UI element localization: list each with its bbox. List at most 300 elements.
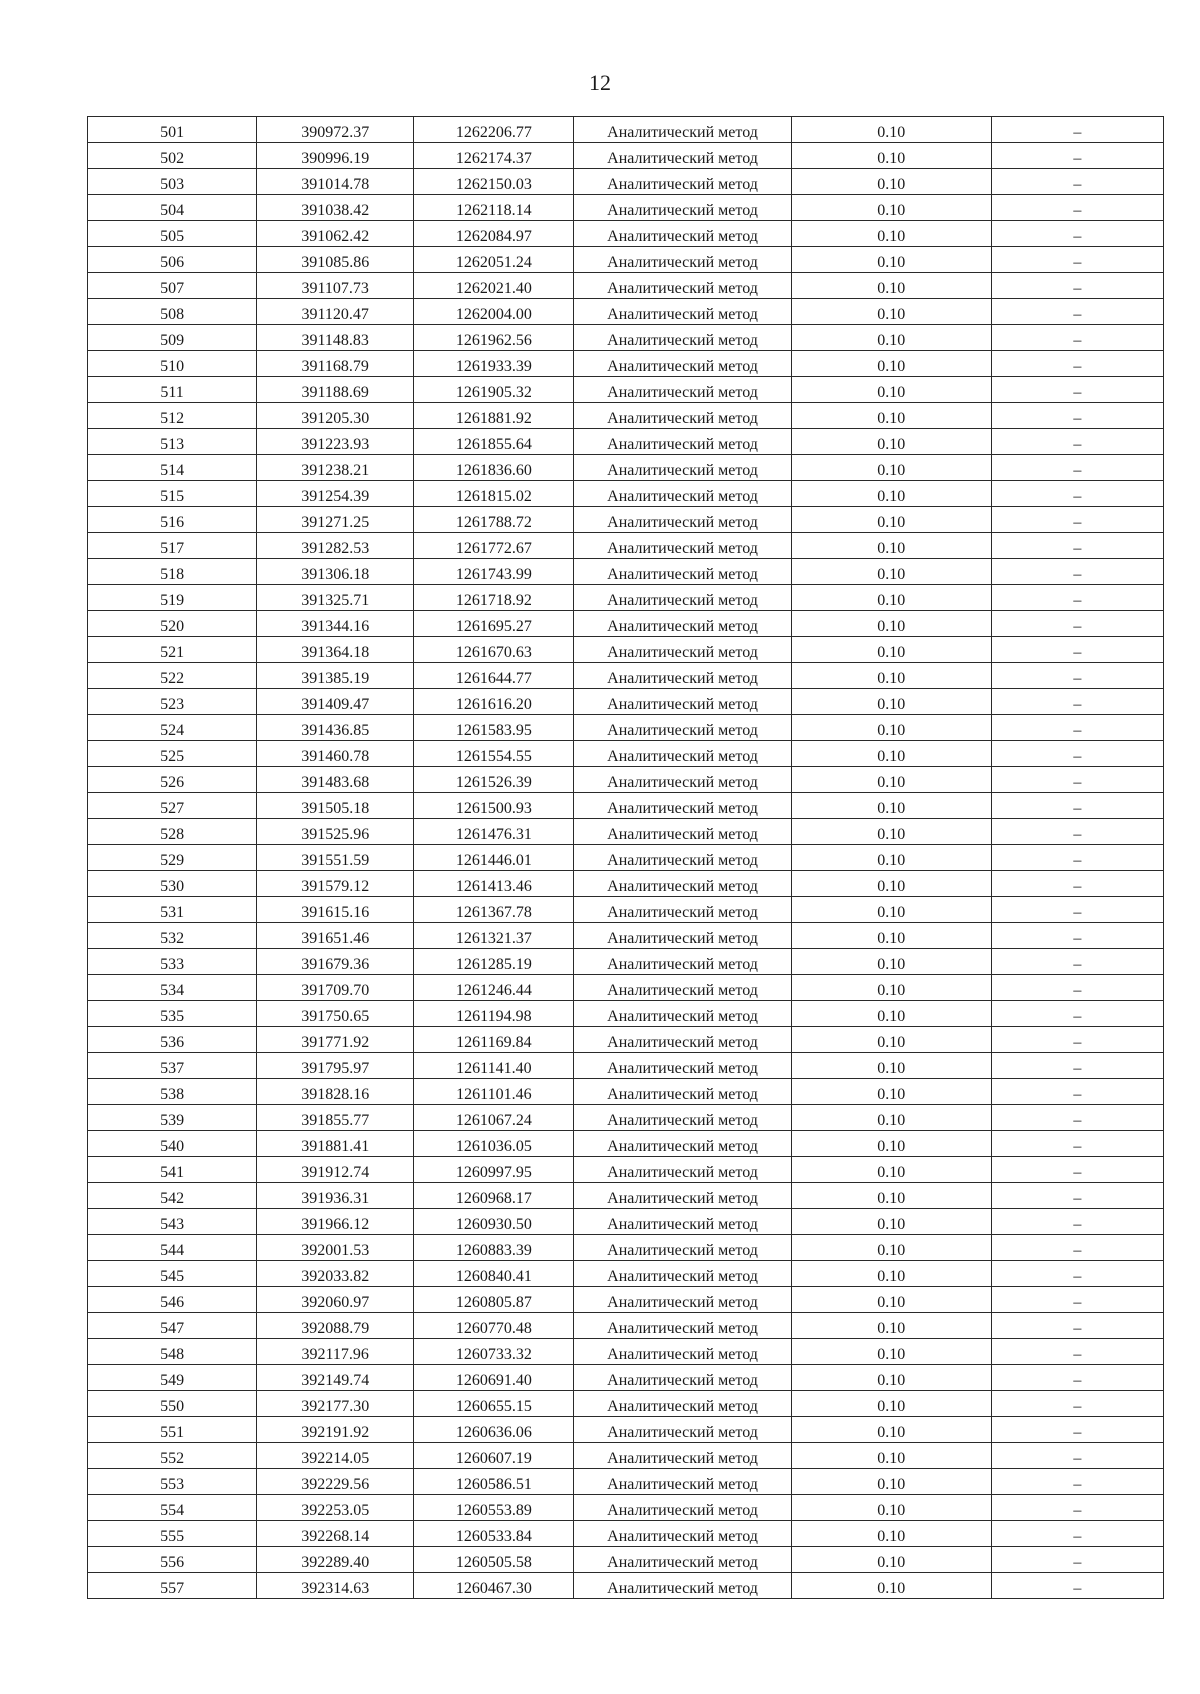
- x-coordinate-cell: 391795.97: [257, 1053, 414, 1079]
- point-number-cell: 543: [88, 1209, 257, 1235]
- method-cell: Аналитический метод: [574, 429, 791, 455]
- x-coordinate-cell: 392191.92: [257, 1417, 414, 1443]
- table-row: [88, 1573, 1164, 1599]
- method-cell: Аналитический метод: [574, 533, 791, 559]
- y-coordinate-cell: 1261554.55: [414, 741, 574, 767]
- accuracy-cell: 0.10: [791, 689, 991, 715]
- x-coordinate-cell: 391306.18: [257, 559, 414, 585]
- accuracy-cell: 0.10: [791, 897, 991, 923]
- description-cell: –: [991, 845, 1163, 871]
- table-row: [88, 637, 1164, 663]
- point-number-cell: 503: [88, 169, 257, 195]
- y-coordinate-cell: 1261933.39: [414, 351, 574, 377]
- x-coordinate-cell: 392314.63: [257, 1573, 414, 1599]
- accuracy-cell: 0.10: [791, 1287, 991, 1313]
- x-coordinate-cell: 391750.65: [257, 1001, 414, 1027]
- y-coordinate-cell: 1262174.37: [414, 143, 574, 169]
- description-cell: –: [991, 663, 1163, 689]
- method-cell: Аналитический метод: [574, 169, 791, 195]
- table-row: [88, 1001, 1164, 1027]
- accuracy-cell: 0.10: [791, 637, 991, 663]
- y-coordinate-cell: 1262206.77: [414, 117, 574, 143]
- description-cell: –: [991, 741, 1163, 767]
- x-coordinate-cell: 392268.14: [257, 1521, 414, 1547]
- x-coordinate-cell: 391966.12: [257, 1209, 414, 1235]
- description-cell: –: [991, 1573, 1163, 1599]
- method-cell: Аналитический метод: [574, 715, 791, 741]
- y-coordinate-cell: 1261718.92: [414, 585, 574, 611]
- table-row: [88, 559, 1164, 585]
- table-row: [88, 429, 1164, 455]
- x-coordinate-cell: 391364.18: [257, 637, 414, 663]
- accuracy-cell: 0.10: [791, 1547, 991, 1573]
- accuracy-cell: 0.10: [791, 169, 991, 195]
- point-number-cell: 544: [88, 1235, 257, 1261]
- method-cell: Аналитический метод: [574, 351, 791, 377]
- point-number-cell: 541: [88, 1157, 257, 1183]
- description-cell: –: [991, 1313, 1163, 1339]
- x-coordinate-cell: 391525.96: [257, 819, 414, 845]
- x-coordinate-cell: 391014.78: [257, 169, 414, 195]
- accuracy-cell: 0.10: [791, 871, 991, 897]
- y-coordinate-cell: 1260770.48: [414, 1313, 574, 1339]
- x-coordinate-cell: 391828.16: [257, 1079, 414, 1105]
- y-coordinate-cell: 1261067.24: [414, 1105, 574, 1131]
- description-cell: –: [991, 1053, 1163, 1079]
- x-coordinate-cell: 391254.39: [257, 481, 414, 507]
- point-number-cell: 554: [88, 1495, 257, 1521]
- table-row: [88, 845, 1164, 871]
- y-coordinate-cell: 1260840.41: [414, 1261, 574, 1287]
- x-coordinate-cell: 391936.31: [257, 1183, 414, 1209]
- x-coordinate-cell: 391483.68: [257, 767, 414, 793]
- x-coordinate-cell: 391881.41: [257, 1131, 414, 1157]
- y-coordinate-cell: 1261855.64: [414, 429, 574, 455]
- description-cell: –: [991, 169, 1163, 195]
- y-coordinate-cell: 1260505.58: [414, 1547, 574, 1573]
- accuracy-cell: 0.10: [791, 819, 991, 845]
- y-coordinate-cell: 1261036.05: [414, 1131, 574, 1157]
- y-coordinate-cell: 1261583.95: [414, 715, 574, 741]
- description-cell: –: [991, 1443, 1163, 1469]
- table-row: [88, 585, 1164, 611]
- accuracy-cell: 0.10: [791, 1443, 991, 1469]
- x-coordinate-cell: 392117.96: [257, 1339, 414, 1365]
- x-coordinate-cell: 391551.59: [257, 845, 414, 871]
- method-cell: Аналитический метод: [574, 1313, 791, 1339]
- accuracy-cell: 0.10: [791, 351, 991, 377]
- y-coordinate-cell: 1260553.89: [414, 1495, 574, 1521]
- description-cell: –: [991, 559, 1163, 585]
- table-row: [88, 689, 1164, 715]
- x-coordinate-cell: 392060.97: [257, 1287, 414, 1313]
- x-coordinate-cell: 391579.12: [257, 871, 414, 897]
- x-coordinate-cell: 391771.92: [257, 1027, 414, 1053]
- point-number-cell: 513: [88, 429, 257, 455]
- y-coordinate-cell: 1261476.31: [414, 819, 574, 845]
- accuracy-cell: 0.10: [791, 247, 991, 273]
- table-row: [88, 897, 1164, 923]
- point-number-cell: 520: [88, 611, 257, 637]
- accuracy-cell: 0.10: [791, 299, 991, 325]
- accuracy-cell: 0.10: [791, 1417, 991, 1443]
- x-coordinate-cell: 391223.93: [257, 429, 414, 455]
- accuracy-cell: 0.10: [791, 1391, 991, 1417]
- method-cell: Аналитический метод: [574, 871, 791, 897]
- description-cell: –: [991, 273, 1163, 299]
- point-number-cell: 527: [88, 793, 257, 819]
- table-row: [88, 1443, 1164, 1469]
- y-coordinate-cell: 1260655.15: [414, 1391, 574, 1417]
- method-cell: Аналитический метод: [574, 819, 791, 845]
- accuracy-cell: 0.10: [791, 559, 991, 585]
- point-number-cell: 553: [88, 1469, 257, 1495]
- table-row: [88, 1235, 1164, 1261]
- description-cell: –: [991, 897, 1163, 923]
- table-row: [88, 715, 1164, 741]
- x-coordinate-cell: 392033.82: [257, 1261, 414, 1287]
- y-coordinate-cell: 1261962.56: [414, 325, 574, 351]
- description-cell: –: [991, 793, 1163, 819]
- method-cell: Аналитический метод: [574, 195, 791, 221]
- table-row: [88, 871, 1164, 897]
- description-cell: –: [991, 1261, 1163, 1287]
- accuracy-cell: 0.10: [791, 1209, 991, 1235]
- description-cell: –: [991, 975, 1163, 1001]
- accuracy-cell: 0.10: [791, 1235, 991, 1261]
- accuracy-cell: 0.10: [791, 1365, 991, 1391]
- point-number-cell: 519: [88, 585, 257, 611]
- table-row: [88, 1209, 1164, 1235]
- table-row: [88, 221, 1164, 247]
- method-cell: Аналитический метод: [574, 1469, 791, 1495]
- accuracy-cell: 0.10: [791, 1183, 991, 1209]
- accuracy-cell: 0.10: [791, 585, 991, 611]
- x-coordinate-cell: 392177.30: [257, 1391, 414, 1417]
- y-coordinate-cell: 1260805.87: [414, 1287, 574, 1313]
- method-cell: Аналитический метод: [574, 143, 791, 169]
- table-row: [88, 1027, 1164, 1053]
- accuracy-cell: 0.10: [791, 1469, 991, 1495]
- point-number-cell: 505: [88, 221, 257, 247]
- method-cell: Аналитический метод: [574, 1547, 791, 1573]
- y-coordinate-cell: 1260636.06: [414, 1417, 574, 1443]
- description-cell: –: [991, 767, 1163, 793]
- point-number-cell: 555: [88, 1521, 257, 1547]
- method-cell: Аналитический метод: [574, 689, 791, 715]
- x-coordinate-cell: 391709.70: [257, 975, 414, 1001]
- description-cell: –: [991, 1521, 1163, 1547]
- x-coordinate-cell: 391325.71: [257, 585, 414, 611]
- x-coordinate-cell: 392001.53: [257, 1235, 414, 1261]
- point-number-cell: 514: [88, 455, 257, 481]
- method-cell: Аналитический метод: [574, 1521, 791, 1547]
- y-coordinate-cell: 1262150.03: [414, 169, 574, 195]
- accuracy-cell: 0.10: [791, 533, 991, 559]
- table-row: [88, 1157, 1164, 1183]
- method-cell: Аналитический метод: [574, 1053, 791, 1079]
- point-number-cell: 526: [88, 767, 257, 793]
- y-coordinate-cell: 1261836.60: [414, 455, 574, 481]
- description-cell: –: [991, 1235, 1163, 1261]
- point-number-cell: 523: [88, 689, 257, 715]
- accuracy-cell: 0.10: [791, 1339, 991, 1365]
- point-number-cell: 551: [88, 1417, 257, 1443]
- accuracy-cell: 0.10: [791, 117, 991, 143]
- description-cell: –: [991, 611, 1163, 637]
- point-number-cell: 509: [88, 325, 257, 351]
- coordinates-table: [87, 116, 1164, 1599]
- x-coordinate-cell: 391038.42: [257, 195, 414, 221]
- x-coordinate-cell: 392214.05: [257, 1443, 414, 1469]
- method-cell: Аналитический метод: [574, 559, 791, 585]
- description-cell: –: [991, 1287, 1163, 1313]
- point-number-cell: 548: [88, 1339, 257, 1365]
- table-row: [88, 1183, 1164, 1209]
- table-row: [88, 325, 1164, 351]
- description-cell: –: [991, 819, 1163, 845]
- description-cell: –: [991, 403, 1163, 429]
- description-cell: –: [991, 377, 1163, 403]
- y-coordinate-cell: 1261500.93: [414, 793, 574, 819]
- method-cell: Аналитический метод: [574, 1209, 791, 1235]
- point-number-cell: 534: [88, 975, 257, 1001]
- accuracy-cell: 0.10: [791, 663, 991, 689]
- x-coordinate-cell: 391062.42: [257, 221, 414, 247]
- accuracy-cell: 0.10: [791, 1521, 991, 1547]
- method-cell: Аналитический метод: [574, 221, 791, 247]
- table-row: [88, 1131, 1164, 1157]
- description-cell: –: [991, 715, 1163, 741]
- x-coordinate-cell: 391120.47: [257, 299, 414, 325]
- y-coordinate-cell: 1260691.40: [414, 1365, 574, 1391]
- accuracy-cell: 0.10: [791, 923, 991, 949]
- accuracy-cell: 0.10: [791, 975, 991, 1001]
- table-row: [88, 1417, 1164, 1443]
- accuracy-cell: 0.10: [791, 455, 991, 481]
- x-coordinate-cell: 392229.56: [257, 1469, 414, 1495]
- x-coordinate-cell: 391107.73: [257, 273, 414, 299]
- table-row: [88, 1521, 1164, 1547]
- table-row: [88, 169, 1164, 195]
- description-cell: –: [991, 455, 1163, 481]
- point-number-cell: 533: [88, 949, 257, 975]
- y-coordinate-cell: 1261285.19: [414, 949, 574, 975]
- x-coordinate-cell: 391344.16: [257, 611, 414, 637]
- method-cell: Аналитический метод: [574, 637, 791, 663]
- y-coordinate-cell: 1262084.97: [414, 221, 574, 247]
- point-number-cell: 556: [88, 1547, 257, 1573]
- table-row: [88, 455, 1164, 481]
- method-cell: Аналитический метод: [574, 481, 791, 507]
- point-number-cell: 542: [88, 1183, 257, 1209]
- method-cell: Аналитический метод: [574, 1417, 791, 1443]
- point-number-cell: 525: [88, 741, 257, 767]
- y-coordinate-cell: 1261670.63: [414, 637, 574, 663]
- point-number-cell: 546: [88, 1287, 257, 1313]
- y-coordinate-cell: 1260733.32: [414, 1339, 574, 1365]
- table-row: [88, 1287, 1164, 1313]
- method-cell: Аналитический метод: [574, 663, 791, 689]
- accuracy-cell: 0.10: [791, 1157, 991, 1183]
- x-coordinate-cell: 391148.83: [257, 325, 414, 351]
- x-coordinate-cell: 392289.40: [257, 1547, 414, 1573]
- point-number-cell: 545: [88, 1261, 257, 1287]
- x-coordinate-cell: 392253.05: [257, 1495, 414, 1521]
- x-coordinate-cell: 391651.46: [257, 923, 414, 949]
- description-cell: –: [991, 1495, 1163, 1521]
- table-row: [88, 1469, 1164, 1495]
- method-cell: Аналитический метод: [574, 1027, 791, 1053]
- y-coordinate-cell: 1262051.24: [414, 247, 574, 273]
- x-coordinate-cell: 391168.79: [257, 351, 414, 377]
- accuracy-cell: 0.10: [791, 1495, 991, 1521]
- y-coordinate-cell: 1261246.44: [414, 975, 574, 1001]
- y-coordinate-cell: 1261141.40: [414, 1053, 574, 1079]
- y-coordinate-cell: 1261194.98: [414, 1001, 574, 1027]
- description-cell: –: [991, 1365, 1163, 1391]
- method-cell: Аналитический метод: [574, 1573, 791, 1599]
- y-coordinate-cell: 1261788.72: [414, 507, 574, 533]
- x-coordinate-cell: 391409.47: [257, 689, 414, 715]
- table-row: [88, 533, 1164, 559]
- y-coordinate-cell: 1260997.95: [414, 1157, 574, 1183]
- description-cell: –: [991, 949, 1163, 975]
- y-coordinate-cell: 1260533.84: [414, 1521, 574, 1547]
- description-cell: –: [991, 1391, 1163, 1417]
- point-number-cell: 511: [88, 377, 257, 403]
- method-cell: Аналитический метод: [574, 611, 791, 637]
- method-cell: Аналитический метод: [574, 1287, 791, 1313]
- description-cell: –: [991, 117, 1163, 143]
- y-coordinate-cell: 1261743.99: [414, 559, 574, 585]
- table-row: [88, 1053, 1164, 1079]
- y-coordinate-cell: 1261695.27: [414, 611, 574, 637]
- y-coordinate-cell: 1261367.78: [414, 897, 574, 923]
- point-number-cell: 529: [88, 845, 257, 871]
- method-cell: Аналитический метод: [574, 1157, 791, 1183]
- x-coordinate-cell: 391615.16: [257, 897, 414, 923]
- accuracy-cell: 0.10: [791, 403, 991, 429]
- coordinates-table-body: [88, 117, 1164, 1599]
- description-cell: –: [991, 1547, 1163, 1573]
- accuracy-cell: 0.10: [791, 1131, 991, 1157]
- method-cell: Аналитический метод: [574, 975, 791, 1001]
- point-number-cell: 521: [88, 637, 257, 663]
- point-number-cell: 540: [88, 1131, 257, 1157]
- y-coordinate-cell: 1261321.37: [414, 923, 574, 949]
- table-row: [88, 1391, 1164, 1417]
- accuracy-cell: 0.10: [791, 1027, 991, 1053]
- point-number-cell: 552: [88, 1443, 257, 1469]
- method-cell: Аналитический метод: [574, 793, 791, 819]
- x-coordinate-cell: 391505.18: [257, 793, 414, 819]
- method-cell: Аналитический метод: [574, 299, 791, 325]
- description-cell: –: [991, 481, 1163, 507]
- y-coordinate-cell: 1261526.39: [414, 767, 574, 793]
- x-coordinate-cell: 391460.78: [257, 741, 414, 767]
- x-coordinate-cell: 390972.37: [257, 117, 414, 143]
- point-number-cell: 508: [88, 299, 257, 325]
- description-cell: –: [991, 195, 1163, 221]
- description-cell: –: [991, 1131, 1163, 1157]
- point-number-cell: 507: [88, 273, 257, 299]
- accuracy-cell: 0.10: [791, 377, 991, 403]
- accuracy-cell: 0.10: [791, 767, 991, 793]
- description-cell: –: [991, 507, 1163, 533]
- table-row: [88, 949, 1164, 975]
- method-cell: Аналитический метод: [574, 741, 791, 767]
- x-coordinate-cell: 392088.79: [257, 1313, 414, 1339]
- description-cell: –: [991, 1157, 1163, 1183]
- accuracy-cell: 0.10: [791, 793, 991, 819]
- table-row: [88, 299, 1164, 325]
- accuracy-cell: 0.10: [791, 1313, 991, 1339]
- description-cell: –: [991, 325, 1163, 351]
- method-cell: Аналитический метод: [574, 1105, 791, 1131]
- method-cell: Аналитический метод: [574, 247, 791, 273]
- table-row: [88, 507, 1164, 533]
- description-cell: –: [991, 299, 1163, 325]
- page-number: 12: [589, 70, 611, 95]
- description-cell: –: [991, 533, 1163, 559]
- point-number-cell: 537: [88, 1053, 257, 1079]
- accuracy-cell: 0.10: [791, 481, 991, 507]
- point-number-cell: 516: [88, 507, 257, 533]
- method-cell: Аналитический метод: [574, 767, 791, 793]
- description-cell: –: [991, 871, 1163, 897]
- x-coordinate-cell: 391271.25: [257, 507, 414, 533]
- method-cell: Аналитический метод: [574, 273, 791, 299]
- method-cell: Аналитический метод: [574, 325, 791, 351]
- y-coordinate-cell: 1260467.30: [414, 1573, 574, 1599]
- point-number-cell: 510: [88, 351, 257, 377]
- description-cell: –: [991, 689, 1163, 715]
- table-row: [88, 481, 1164, 507]
- y-coordinate-cell: 1260586.51: [414, 1469, 574, 1495]
- table-row: [88, 923, 1164, 949]
- point-number-cell: 532: [88, 923, 257, 949]
- y-coordinate-cell: 1261881.92: [414, 403, 574, 429]
- accuracy-cell: 0.10: [791, 949, 991, 975]
- y-coordinate-cell: 1261644.77: [414, 663, 574, 689]
- point-number-cell: 506: [88, 247, 257, 273]
- table-row: [88, 1079, 1164, 1105]
- point-number-cell: 512: [88, 403, 257, 429]
- accuracy-cell: 0.10: [791, 221, 991, 247]
- table-row: [88, 377, 1164, 403]
- accuracy-cell: 0.10: [791, 1573, 991, 1599]
- method-cell: Аналитический метод: [574, 455, 791, 481]
- description-cell: –: [991, 429, 1163, 455]
- table-row: [88, 741, 1164, 767]
- x-coordinate-cell: 391855.77: [257, 1105, 414, 1131]
- table-row: [88, 195, 1164, 221]
- description-cell: –: [991, 1001, 1163, 1027]
- description-cell: –: [991, 1183, 1163, 1209]
- method-cell: Аналитический метод: [574, 403, 791, 429]
- y-coordinate-cell: 1261169.84: [414, 1027, 574, 1053]
- y-coordinate-cell: 1261905.32: [414, 377, 574, 403]
- y-coordinate-cell: 1262021.40: [414, 273, 574, 299]
- y-coordinate-cell: 1261101.46: [414, 1079, 574, 1105]
- accuracy-cell: 0.10: [791, 195, 991, 221]
- point-number-cell: 517: [88, 533, 257, 559]
- method-cell: Аналитический метод: [574, 1235, 791, 1261]
- method-cell: Аналитический метод: [574, 377, 791, 403]
- description-cell: –: [991, 585, 1163, 611]
- point-number-cell: 515: [88, 481, 257, 507]
